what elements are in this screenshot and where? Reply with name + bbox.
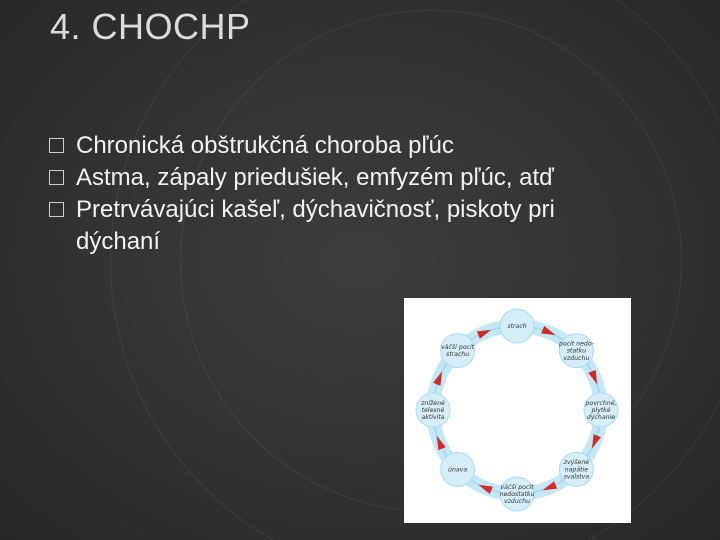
bullet-text: Chronická obštrukčná choroba pľúc: [76, 132, 454, 159]
bullet-text: Astma, zápaly priedušiek, emfyzém pľúc, atď: [76, 164, 554, 191]
cycle-node-label: únava: [448, 466, 468, 474]
cycle-node-label: svalstva: [563, 473, 590, 481]
bullet-box-icon: [49, 138, 64, 153]
cycle-node-label: znížené: [421, 399, 445, 407]
bullet-item: [48, 130, 608, 162]
cycle-node-label: vzduchu: [503, 498, 531, 506]
bullet-text: Pretrvávajúci kašeľ, dýchavičnosť, piskoty pri dýchaní: [76, 196, 555, 255]
cycle-diagram: [404, 298, 631, 523]
cycle-node-label: povrchné,: [585, 399, 617, 407]
cycle-node-label: zvýšené: [563, 459, 590, 467]
slide-title: 4. CHOCHP: [50, 6, 251, 47]
bullet-box-icon: [49, 170, 64, 185]
cycle-node-label: strach: [507, 323, 527, 330]
cycle-node-label: strachu: [445, 351, 470, 359]
cycle-node-label: plytké: [591, 407, 611, 414]
cycle-node-label: aktivita: [421, 414, 445, 422]
cycle-node-label: napätie: [564, 466, 589, 474]
cycle-node-label: vzduchu: [563, 354, 590, 362]
cycle-node-label: statku: [566, 347, 587, 355]
bullet-box-icon: [49, 202, 64, 217]
cycle-node-label: dýchanie: [586, 414, 616, 422]
cycle-diagram-svg: [404, 298, 631, 523]
cycle-node-label: telesné: [421, 407, 445, 414]
bullet-item: [48, 162, 608, 194]
cycle-node-label: väčší pocit: [500, 483, 534, 491]
cycle-node-label: pocit nedo-: [558, 340, 594, 348]
bullet-list: [48, 130, 608, 258]
cycle-node-label: väčší pocit: [441, 344, 475, 352]
cycle-node-label: nedostatku: [499, 491, 535, 498]
bullet-item: [48, 194, 608, 258]
